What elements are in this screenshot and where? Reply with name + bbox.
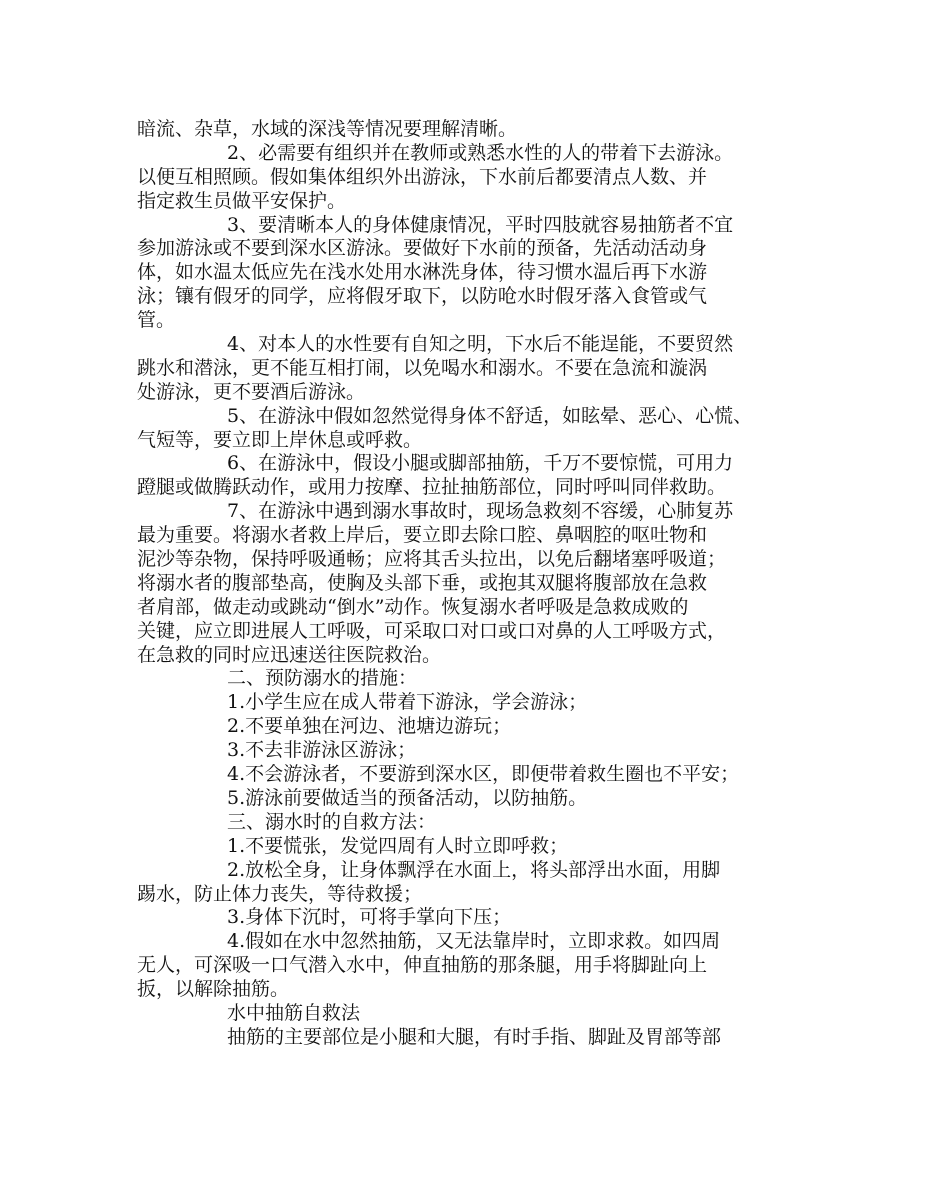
text-line: 5、在游泳中假如忽然觉得身体不舒适，如眩晕、恶心、心慌、 xyxy=(227,404,753,427)
text-line: 在急救的同时应迅速送往医院救治。 xyxy=(137,643,442,666)
text-line: 三、溺水时的自救方法： xyxy=(227,810,437,833)
document-body xyxy=(137,118,827,1050)
text-line: 泳；镶有假牙的同学，应将假牙取下，以防呛水时假牙落入食管或气 xyxy=(137,285,708,308)
text-line: 4.假如在水中忽然抽筋，又无法靠岸时，立即求救。如四周 xyxy=(227,930,721,953)
text-line: 3.身体下沉时，可将手掌向下压； xyxy=(227,906,512,929)
text-line: 3.不去非游泳区游泳； xyxy=(227,739,417,762)
text-line: 1.不要慌张，发觉四周有人时立即呼救； xyxy=(227,834,569,857)
text-line: 以便互相照顾。假如集体组织外出游泳，下水前后都要清点人数、并 xyxy=(137,165,708,188)
text-line: 参加游泳或不要到深水区游泳。要做好下水前的预备，先活动活动身 xyxy=(137,237,708,260)
text-line: 4.不会游泳者，不要游到深水区，即便带着救生圈也不平安； xyxy=(227,763,740,786)
text-line: 抽筋的主要部位是小腿和大腿，有时手指、脚趾及胃部等部 xyxy=(227,1025,722,1048)
text-line: 5.游泳前要做适当的预备活动，以防抽筋。 xyxy=(227,786,588,809)
text-line: 2.放松全身，让身体飘浮在水面上，将头部浮出水面，用脚 xyxy=(227,858,721,881)
text-line: 者肩部，做走动或跳动“倒水”动作。恢复溺水者呼吸是急救成败的 xyxy=(137,595,689,618)
text-line: 处游泳，更不要酒后游泳。 xyxy=(137,380,366,403)
text-line: 水中抽筋自救法 xyxy=(227,1001,361,1024)
text-line: 2、必需要有组织并在教师或熟悉水性的人的带着下去游泳。 xyxy=(227,141,734,164)
text-line: 管。 xyxy=(137,309,176,332)
text-line: 气短等，要立即上岸休息或呼救。 xyxy=(137,428,423,451)
text-line: 泥沙等杂物，保持呼吸通畅；应将其舌头拉出，以免后翻堵塞呼吸道； xyxy=(137,548,727,571)
text-line: 1.小学生应在成人带着下游泳，学会游泳； xyxy=(227,691,588,714)
text-line: 扳，以解除抽筋。 xyxy=(137,978,290,1001)
text-line: 暗流、杂草，水域的深浅等情况要理解清晰。 xyxy=(137,118,518,140)
text-line: 2.不要单独在河边、池塘边游玩； xyxy=(227,715,512,738)
text-line: 指定救生员做平安保护。 xyxy=(137,189,347,212)
text-line: 关键，应立即进展人工呼吸，可采取口对口或口对鼻的人工呼吸方式， xyxy=(137,619,727,642)
text-line: 踢水，防止体力丧失，等待救援； xyxy=(137,882,423,905)
text-line: 蹬腿或做腾跃动作，或用力按摩、拉扯抽筋部位，同时呼叫同伴救助。 xyxy=(137,476,727,499)
text-line: 体，如水温太低应先在浅水处用水淋洗身体，待习惯水温后再下水游 xyxy=(137,261,708,284)
text-line: 3、要清晰本人的身体健康情况，平时四肢就容易抽筋者不宜 xyxy=(227,213,734,236)
text-line: 7、在游泳中遇到溺水事故时，现场急救刻不容缓，心肺复苏 xyxy=(227,500,734,523)
text-line: 跳水和潜泳，更不能互相打闹，以免喝水和溺水。不要在急流和漩涡 xyxy=(137,356,708,379)
text-line: 二、预防溺水的措施： xyxy=(227,667,418,690)
text-line: 6、在游泳中，假设小腿或脚部抽筋，千万不要惊慌，可用力 xyxy=(227,452,734,475)
text-line: 4、对本人的水性要有自知之明，下水后不能逞能，不要贸然 xyxy=(227,333,734,356)
text-line: 最为重要。将溺水者救上岸后，要立即去除口腔、鼻咽腔的呕吐物和 xyxy=(137,524,708,547)
text-line: 将溺水者的腹部垫高，使胸及头部下垂，或抱其双腿将腹部放在急救 xyxy=(137,571,708,594)
text-line: 无人，可深吸一口气潜入水中，伸直抽筋的那条腿，用手将脚趾向上 xyxy=(137,954,708,977)
